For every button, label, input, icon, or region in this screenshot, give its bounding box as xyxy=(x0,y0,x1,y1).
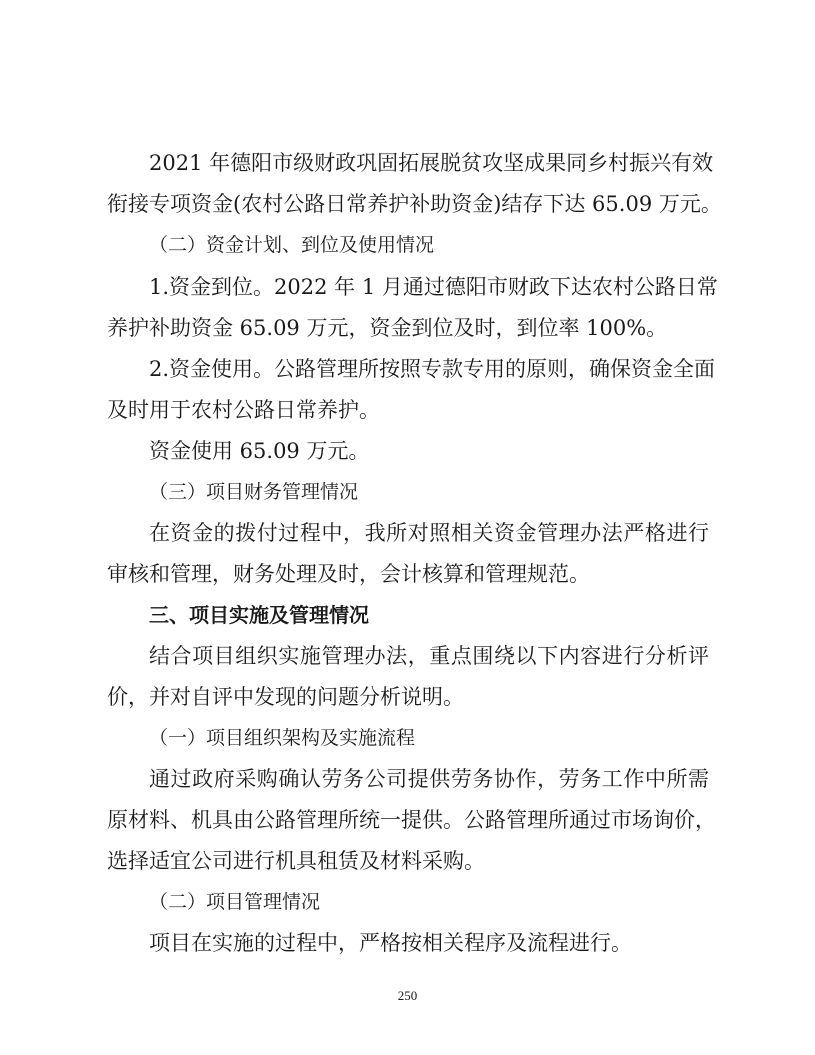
paragraph-line: 项目在实施的过程中，严格按相关程序及流程进行。 xyxy=(149,931,632,955)
paragraph-line: 衔接专项资金(农村公路日常养护补助资金)结存下达 65.09 万元。 xyxy=(107,192,722,216)
paragraph-line: 养护补助资金 65.09 万元，资金到位及时，到位率 100%。 xyxy=(107,316,668,340)
page-number: 250 xyxy=(397,988,418,1003)
paragraph-line: 结合项目组织实施管理办法，重点围绕以下内容进行分析评 xyxy=(149,644,709,668)
paragraph-line: 1.资金到位。2022 年 1 月通过德阳市财政下达农村公路日常 xyxy=(149,275,718,299)
chapter-heading: 三、项目实施及管理情况 xyxy=(149,603,369,627)
paragraph-line: 2021 年德阳市级财政巩固拓展脱贫攻坚成果同乡村振兴有效 xyxy=(149,151,714,175)
paragraph-line: 在资金的拨付过程中，我所对照相关资金管理办法严格进行 xyxy=(149,521,709,545)
paragraph-line: 资金使用 65.09 万元。 xyxy=(149,439,370,463)
section-heading: （二）资金计划、到位及使用情况 xyxy=(149,234,435,256)
paragraph-line: 选择适宜公司进行机具租赁及材料采购。 xyxy=(107,849,485,873)
paragraph-line: 及时用于农村公路日常养护。 xyxy=(107,398,380,422)
paragraph-line: 原材料、机具由公路管理所统一提供。公路管理所通过市场询价， xyxy=(107,808,716,832)
paragraph-line: 通过政府采购确认劳务公司提供劳务协作，劳务工作中所需 xyxy=(149,767,709,791)
section-heading: （一）项目组织架构及实施流程 xyxy=(149,727,416,749)
paragraph-line: 价，并对自评中发现的问题分析说明。 xyxy=(107,685,464,709)
paragraph-line: 审核和管理，财务处理及时，会计核算和管理规范。 xyxy=(107,562,590,586)
paragraph-line: 2.资金使用。公路管理所按照专款专用的原则，确保资金全面 xyxy=(149,357,716,381)
section-heading: （三）项目财务管理情况 xyxy=(149,481,359,503)
section-heading: （二）项目管理情况 xyxy=(149,891,321,913)
